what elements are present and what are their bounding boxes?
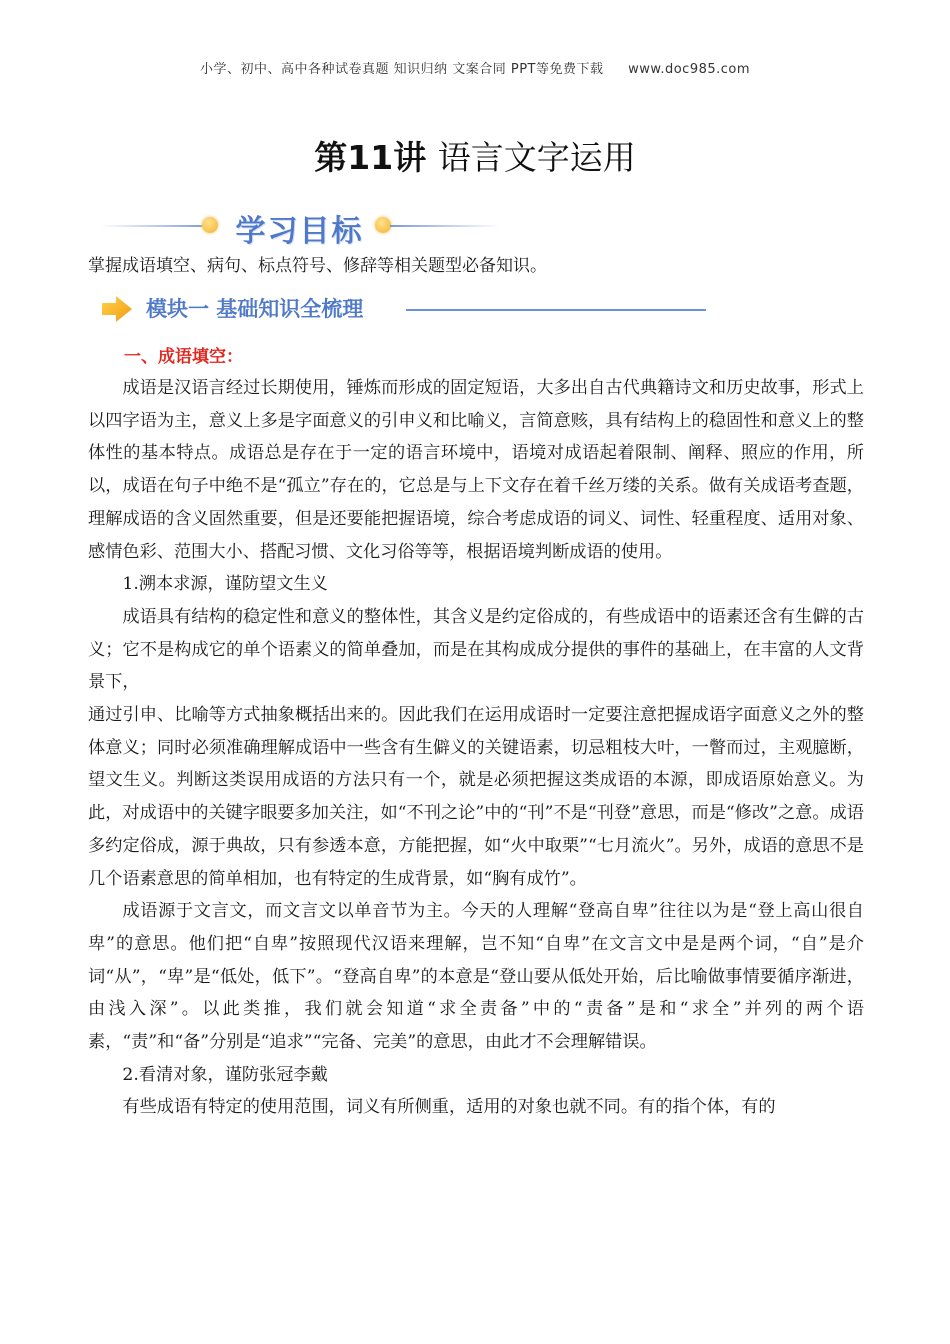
paragraph: 成语是汉语言经过长期使用，锤炼而形成的固定短语，大多出自古代典籍诗文和历史故事，形式上以四字语为主，意义上多是字面意义的引申义和比喻义，言简意赅，具有结构上的稳固性和意义上的整体性的基本特点。成语总是存在于一定的语言环境中，语境对成语起着限制、阐释、照应的作用，所以，成语在句子中绝不是“孤立”存在的，它总是与上下文存在着千丝万缕的关系。做有关成语考查题，理解成语的含义固然重要，但是还要能把握语境，综合考虑成语的词义、词性、轻重程度、适用对象、感情色彩、范围大小、搭配习惯、文化习俗等等，根据语境判断成语的使用。: [88, 378, 864, 562]
arrow-right-icon: [100, 294, 134, 324]
paragraph: 成语源于文言文，而文言文以单音节为主。今天的人理解“登高自卑”往往以为是“登上高山很自卑”的意思。他们把“自卑”按照现代汉语来理解，岂不知“自卑”在文言文中是是两个词，“自”是介词“从”，“卑”是“低处，低下”。“登高自卑”的本意是“登山要从低处开始，后比喻做事情要循序渐进，由浅入深”。以此类推，我们就会知道“求全责备”中的“责备”是和“求全”并列的两个语素，“责”和“备”分别是“追求”“完备、完美”的意思，由此才不会理解错误。: [88, 901, 864, 1053]
banner-dot-left-icon: [202, 217, 218, 233]
module-underline: [406, 309, 706, 311]
banner-line-right: [390, 225, 500, 227]
banner-dot-right-icon: [375, 217, 391, 233]
paragraph: 通过引申、比喻等方式抽象概括出来的。因此我们在运用成语时一定要注意把握成语字面意义之外的整体意义；同时必须准确理解成语中一些含有生僻义的关键语素，切忌粗枝大叶，一瞥而过，主观臆断，望文生义。判断这类误用成语的方法只有一个，就是必须把握这类成语的本源，即成语原始意义。为此，对成语中的关键字眼要多加关注，如“不刊之论”中的“刊”不是“刊登”意思，而是“修改”之意。成语多约定俗成，源于典故，只有参透本意，方能把握，如“火中取栗”“七月流火”。另外，成语的意思不是几个语素意思的简单相加，也有特定的生成背景，如“胸有成竹”。: [88, 705, 864, 889]
banner-line-left: [100, 225, 210, 227]
paragraph: 有些成语有特定的使用范围，词义有所侧重，适用的对象也就不同。有的指个体，有的: [122, 1097, 776, 1118]
module-banner: [100, 291, 710, 327]
page-title: [0, 132, 950, 179]
module-label: 模块一 基础知识全梳理: [146, 297, 364, 321]
learning-goal-text: 掌握成语填空、病句、标点符号、修辞等相关题型必备知识。: [88, 256, 547, 276]
body-content: [88, 372, 864, 1124]
subheading: 2.看清对象，谨防张冠李戴: [122, 1064, 328, 1085]
paragraph: 成语具有结构的稳定性和意义的整体性，其含义是约定俗成的，有些成语中的语素还含有生僻的古义；它不是构成它的单个语素义的简单叠加，而是在其构成成分提供的事件的基础上，在丰富的人文背景下，: [88, 606, 864, 693]
learning-goal-banner: [100, 205, 500, 247]
header-url[interactable]: www.doc985.com: [628, 62, 751, 77]
page-header: [0, 58, 950, 77]
lecture-name: 语言文字运用: [437, 138, 636, 177]
lecture-number: 第11讲: [314, 138, 427, 177]
section-heading: 一、成语填空：: [124, 347, 243, 367]
header-text: 小学、初中、高中各种试卷真题 知识归纳 文案合同 PPT等免费下载: [199, 62, 604, 77]
subheading: 1.溯本求源，谨防望文生义: [122, 574, 328, 595]
learning-goal-label: 学习目标: [235, 214, 364, 249]
